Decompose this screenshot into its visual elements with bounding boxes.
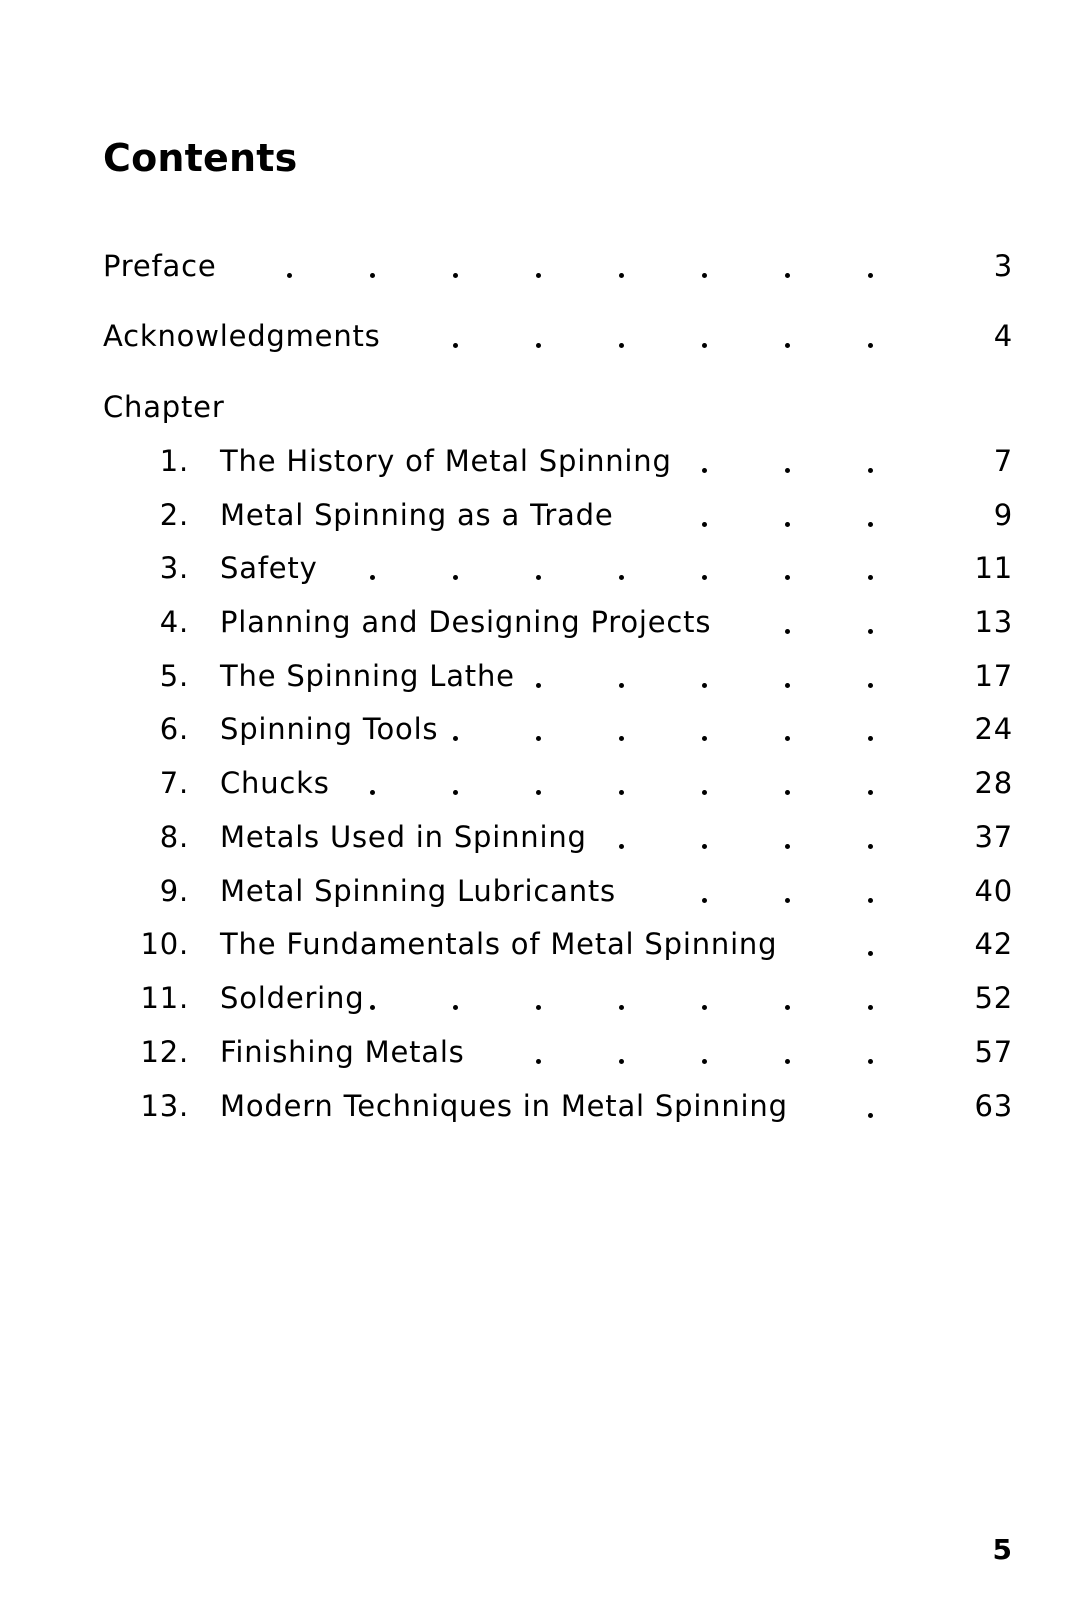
leader-dot [702,522,707,527]
leader-dot [785,575,790,580]
leader-dot [453,343,458,348]
toc-chapter-9[interactable] [103,871,1013,911]
toc-chapter-6[interactable] [103,709,1013,749]
chapter-number: 7. [159,766,189,800]
chapter-title: Metal Spinning as a Trade [220,498,614,532]
chapter-page: 57 [974,1035,1013,1069]
leader-dot [453,1005,458,1010]
leader-dot [619,273,624,278]
leader-dot [868,951,873,956]
chapter-title: The Fundamentals of Metal Spinning [220,927,778,961]
leader-dot [868,1005,873,1010]
leader-dot [702,273,707,278]
leader-dot [702,683,707,688]
chapter-number: 1. [159,444,189,478]
chapter-title: Safety [220,551,318,585]
chapter-title: Modern Techniques in Metal Spinning [220,1089,788,1123]
toc-entry-page: 4 [993,319,1013,353]
chapter-page: 7 [993,444,1013,478]
leader-dot [702,790,707,795]
leader-dot [702,1059,707,1064]
leader-dot [453,273,458,278]
chapter-page: 42 [974,927,1013,961]
toc-chapter-8[interactable] [103,817,1013,857]
leader-dot [868,629,873,634]
chapter-number: 9. [159,874,189,908]
leader-dot [370,790,375,795]
leader-dot [868,736,873,741]
leader-dot [536,1005,541,1010]
leader-dot [536,343,541,348]
chapter-heading: Chapter [103,390,225,424]
chapter-page: 37 [974,820,1013,854]
leader-dot [370,1005,375,1010]
chapter-page: 13 [974,605,1013,639]
chapter-number: 3. [159,551,189,585]
leader-dot [370,575,375,580]
leader-dot [370,273,375,278]
chapter-title: Spinning Tools [220,712,439,746]
leader-dot [868,575,873,580]
chapter-title: Finishing Metals [220,1035,465,1069]
toc-entry-preface[interactable] [103,246,1013,286]
toc-chapter-12[interactable] [103,1032,1013,1072]
leader-dot [536,1059,541,1064]
toc-chapter-3[interactable] [103,548,1013,588]
leader-dot [702,343,707,348]
leader-dot [619,736,624,741]
toc-entry-acknowledgments[interactable] [103,316,1013,356]
chapter-title: Soldering [220,981,365,1015]
leader-dot [702,844,707,849]
leader-dot [785,468,790,473]
leader-dot [536,736,541,741]
leader-dot [785,736,790,741]
chapter-number: 12. [140,1035,189,1069]
leader-dot [536,790,541,795]
leader-dot [785,1005,790,1010]
chapter-number: 2. [159,498,189,532]
leader-dot [619,844,624,849]
toc-chapter-13[interactable] [103,1086,1013,1126]
leader-dot [702,468,707,473]
toc-chapter-10[interactable] [103,924,1013,964]
leader-dot [702,736,707,741]
leader-dot [868,468,873,473]
leader-dot [785,522,790,527]
chapter-page: 17 [974,659,1013,693]
toc-entry-page: 3 [993,249,1013,283]
leader-dot [453,790,458,795]
leader-dot [536,683,541,688]
chapter-title: The Spinning Lathe [220,659,515,693]
leader-dot [619,1059,624,1064]
leader-dot [785,1059,790,1064]
toc-entry-label: Acknowledgments [103,319,381,353]
leader-dot [619,343,624,348]
toc-entry-label: Preface [103,249,217,283]
page-number: 5 [992,1533,1012,1566]
toc-chapter-2[interactable] [103,495,1013,535]
leader-dot [868,1059,873,1064]
leader-dot [868,683,873,688]
toc-chapter-11[interactable] [103,978,1013,1018]
chapter-title: Metals Used in Spinning [220,820,587,854]
leader-dot [868,1113,873,1118]
chapter-title: Metal Spinning Lubricants [220,874,616,908]
leader-dot [702,575,707,580]
leader-dot [868,790,873,795]
chapter-page: 63 [974,1089,1013,1123]
leader-dot [785,273,790,278]
chapter-number: 13. [140,1089,189,1123]
chapter-number: 8. [159,820,189,854]
leader-dot [868,522,873,527]
toc-chapter-5[interactable] [103,656,1013,696]
chapter-number: 4. [159,605,189,639]
chapter-number: 10. [140,927,189,961]
leader-dot [536,575,541,580]
leader-dot [785,343,790,348]
leader-dot [868,844,873,849]
toc-chapter-1[interactable] [103,441,1013,481]
leader-dot [453,575,458,580]
chapter-page: 11 [974,551,1013,585]
leader-dot [619,1005,624,1010]
leader-dot [868,898,873,903]
leader-dot [868,273,873,278]
chapter-page: 40 [974,874,1013,908]
page-title: Contents [103,136,298,180]
chapter-title: Chucks [220,766,330,800]
chapter-title: The History of Metal Spinning [220,444,672,478]
leader-dot [619,683,624,688]
leader-dot [619,790,624,795]
leader-dot [453,736,458,741]
leader-dot [619,575,624,580]
leader-dot [785,683,790,688]
leader-dot [785,844,790,849]
toc-chapter-4[interactable] [103,602,1013,642]
leader-dot [536,273,541,278]
chapter-number: 5. [159,659,189,693]
chapter-page: 9 [993,498,1013,532]
chapter-number: 6. [159,712,189,746]
chapter-page: 52 [974,981,1013,1015]
chapter-page: 24 [974,712,1013,746]
chapter-title: Planning and Designing Projects [220,605,712,639]
leader-dot [785,790,790,795]
leader-dot [868,343,873,348]
leader-dot [287,273,292,278]
chapter-number: 11. [140,981,189,1015]
leader-dot [702,898,707,903]
leader-dot [702,1005,707,1010]
chapter-page: 28 [974,766,1013,800]
leader-dot [785,629,790,634]
toc-chapter-7[interactable] [103,763,1013,803]
leader-dot [785,898,790,903]
